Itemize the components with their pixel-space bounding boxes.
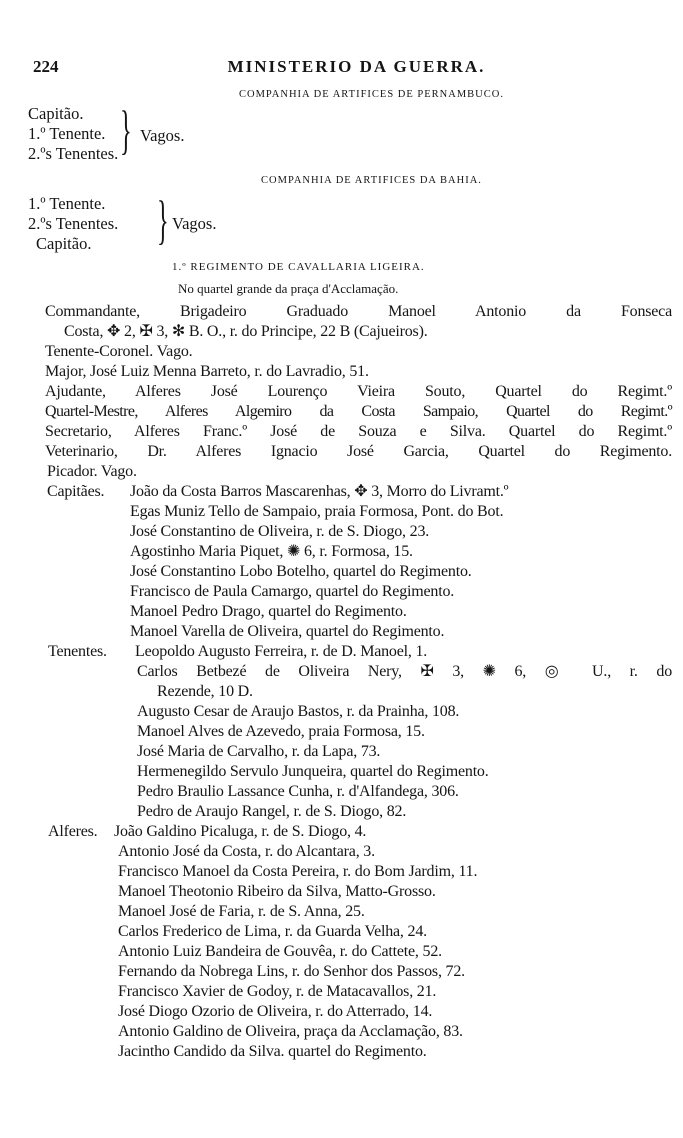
list-item: Manoel Varella de Oliveira, quartel do Regimento.: [130, 623, 445, 640]
list-item: Antonio Luiz Bandeira de Gouvêa, r. do Cattete, 52.: [118, 943, 442, 960]
rank: Capitão.: [28, 104, 84, 123]
list-item: Carlos Betbezé de Oliveira Nery, ✠ 3, ✺ 6, ◎ U., r. do: [137, 663, 672, 680]
entry-veterinario: Veterinario, Dr. Alferes Ignacio José Garcia, Quartel do Regimento.: [45, 443, 672, 460]
section-heading-bahia: COMPANHIA DE ARTIFICES DA BAHIA.: [261, 175, 482, 186]
list-item: José Maria de Carvalho, r. da Lapa, 73.: [137, 743, 381, 760]
list-item: João da Costa Barros Mascarenhas, ✥ 3, Morro do Livramt.º: [130, 483, 509, 500]
list-item: Pedro de Araujo Rangel, r. de S. Diogo, 82.: [137, 803, 407, 820]
label-alferes: Alferes.: [48, 823, 98, 840]
entry-tenente-coronel: Tenente-Coronel. Vago.: [45, 343, 193, 360]
entry-major: Major, José Luiz Menna Barreto, r. do Lavradio, 51.: [45, 363, 369, 380]
entry-commandante: Commandante, Brigadeiro Graduado Manoel Antonio da Fonseca: [45, 303, 672, 320]
list-item: Manoel Pedro Drago, quartel do Regimento.: [130, 603, 407, 620]
page-number: 224: [33, 57, 59, 76]
list-item: Augusto Cesar de Araujo Bastos, r. da Prainha, 108.: [137, 703, 460, 720]
label-tenentes: Tenentes.: [48, 643, 107, 660]
page-title: MINISTERIO DA GUERRA.: [227, 57, 486, 76]
section-heading-regimento: 1.º REGIMENTO DE CAVALLARIA LIGEIRA.: [172, 261, 425, 273]
section-heading-pernambuco: COMPANHIA DE ARTIFICES DE PERNAMBUCO.: [239, 89, 504, 100]
rank: 2.ºs Tenentes.: [28, 144, 119, 163]
list-item: Leopoldo Augusto Ferreira, r. de D. Manoel, 1.: [135, 643, 428, 660]
list-item: Hermenegildo Servulo Junqueira, quartel do Regimento.: [137, 763, 489, 780]
list-item: Manoel Theotonio Ribeiro da Silva, Matto-Grosso.: [118, 883, 436, 900]
list-item: Francisco Xavier de Godoy, r. de Matacavallos, 21.: [118, 983, 437, 1000]
location-note: No quartel grande da praça d'Acclamação.: [178, 281, 399, 296]
list-item: Francisco de Paula Camargo, quartel do Regimento.: [130, 583, 455, 600]
rank: 1.º Tenente.: [28, 194, 106, 213]
list-item: Antonio Galdino de Oliveira, praça da Acclamação, 83.: [118, 1023, 463, 1040]
rank: Capitão.: [36, 234, 92, 253]
list-item: Egas Muniz Tello de Sampaio, praia Formosa, Pont. do Bot.: [130, 503, 504, 520]
entry-quartel-mestre: Quartel-Mestre, Alferes Algemiro da Costa Sampaio, Quartel do Regimt.º: [45, 403, 672, 420]
list-item: Carlos Frederico de Lima, r. da Guarda Velha, 24.: [118, 923, 427, 940]
list-item: José Diogo Ozorio de Oliveira, r. do Atterrado, 14.: [118, 1003, 433, 1020]
list-item: Manoel José de Faria, r. de S. Anna, 25.: [118, 903, 365, 920]
brace: }: [120, 100, 132, 160]
entry-secretario: Secretario, Alferes Franc.º José de Souza e Silva. Quartel do Regimt.º: [45, 423, 672, 440]
status-vagos: Vagos.: [140, 126, 185, 145]
entry-ajudante: Ajudante, Alferes José Lourenço Vieira Souto, Quartel do Regimt.º: [45, 383, 672, 400]
list-item: Manoel Alves de Azevedo, praia Formosa, 15.: [137, 723, 425, 740]
rank: 2.ºs Tenentes.: [28, 214, 119, 233]
list-item: Fernando da Nobrega Lins, r. do Senhor dos Passos, 72.: [118, 963, 465, 980]
list-item: Francisco Manoel da Costa Pereira, r. do Bom Jardim, 11.: [118, 863, 478, 880]
list-item: José Constantino Lobo Botelho, quartel do Regimento.: [130, 563, 472, 580]
list-item: Jacintho Candido da Silva. quartel do Regimento.: [118, 1043, 427, 1060]
list-item: José Constantino de Oliveira, r. de S. Diogo, 23.: [130, 523, 430, 540]
list-item: Antonio José da Costa, r. do Alcantara, 3.: [118, 843, 375, 860]
list-item: Pedro Braulio Lassance Cunha, r. d'Alfandega, 306.: [137, 783, 459, 800]
list-item: Agostinho Maria Piquet, ✺ 6, r. Formosa, 15.: [130, 543, 413, 560]
label-capitaes: Capitães.: [47, 483, 105, 500]
entry-commandante-cont: Costa, ✥ 2, ✠ 3, ✻ B. O., r. do Principe, 22 B (Cajueiros).: [64, 323, 428, 340]
list-item-cont: Rezende, 10 D.: [157, 683, 253, 700]
rank: 1.º Tenente.: [28, 124, 106, 143]
entry-picador: Picador. Vago.: [47, 463, 137, 480]
list-item: João Galdino Picaluga, r. de S. Diogo, 4.: [114, 823, 367, 840]
brace: }: [157, 190, 169, 250]
status-vagos: Vagos.: [172, 214, 217, 233]
